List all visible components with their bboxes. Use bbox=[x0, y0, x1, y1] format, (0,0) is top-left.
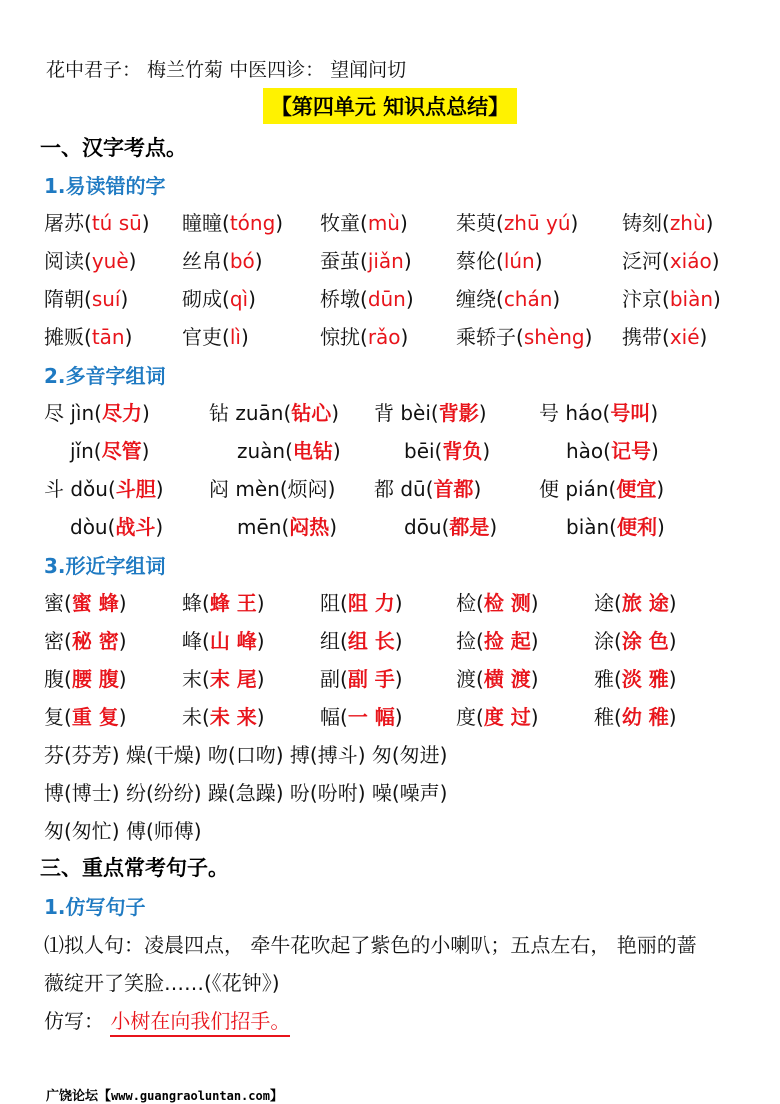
similar-word: 末 尾 bbox=[209, 667, 257, 691]
polyphone-item: 斗 dǒu(斗胆) bbox=[44, 477, 164, 501]
polyphone-item: zuàn(电钻) bbox=[237, 439, 341, 463]
polyphone-word: 闷热 bbox=[289, 515, 330, 539]
similar-char: 腹 bbox=[44, 667, 64, 691]
similar-word: 阻 力 bbox=[347, 591, 395, 615]
polyphone-prefix: 都 dū( bbox=[374, 477, 434, 501]
polyphone-row bbox=[44, 397, 764, 433]
similar-row bbox=[44, 587, 764, 623]
similar-word: 副 手 bbox=[347, 667, 395, 691]
misread-char: 砌成 bbox=[182, 287, 222, 311]
sentence-line-1: ⑴拟人句：凌晨四点， 牵牛花吹起了紫色的小喇叭；五点左右， 艳丽的蔷 bbox=[44, 933, 697, 957]
similar-word: 秘 密 bbox=[71, 629, 119, 653]
polyphone-prefix: 钻 zuān( bbox=[209, 401, 292, 425]
similar-char: 蜜 bbox=[44, 591, 64, 615]
section-1-heading: 一、汉字考点。 bbox=[40, 136, 187, 160]
misread-pinyin: zhù bbox=[669, 211, 706, 235]
plain-line: 芬(芬芳) 燥(干燥) 吻(口吻) 搏(搏斗) 匆(匆进) bbox=[44, 743, 448, 767]
similar-char: 雅 bbox=[594, 667, 614, 691]
similar-item: 途(旅 途) bbox=[594, 591, 677, 615]
misread-pinyin: tān bbox=[91, 325, 125, 349]
similar-word: 涂 色 bbox=[621, 629, 669, 653]
similar-item: 检(检 测) bbox=[456, 591, 539, 615]
similar-char: 涂 bbox=[594, 629, 614, 653]
polyphone-prefix: dōu( bbox=[404, 515, 450, 539]
misread-char: 茱萸 bbox=[456, 211, 496, 235]
similar-item: 腹(腰 腹) bbox=[44, 667, 127, 691]
similar-item: 副(副 手) bbox=[320, 667, 403, 691]
misread-char: 屠苏 bbox=[44, 211, 84, 235]
misread-item: 阅读(yuè) bbox=[44, 249, 137, 273]
polyphone-word: 战斗 bbox=[115, 515, 156, 539]
misread-char: 阅读 bbox=[44, 249, 84, 273]
top-line: 花中君子： 梅兰竹菊 中医四诊： 望闻问切 bbox=[46, 59, 407, 81]
similar-word: 未 来 bbox=[209, 705, 257, 729]
similar-item: 稚(幼 稚) bbox=[594, 705, 677, 729]
similar-char: 稚 bbox=[594, 705, 614, 729]
similar-item: 蜂(蜂 王) bbox=[182, 591, 265, 615]
plain-line: 博(博士) 纷(纷纷) 躁(急躁) 吩(吩咐) 噪(噪声) bbox=[44, 781, 448, 805]
misread-pinyin: dūn bbox=[367, 287, 406, 311]
similar-char: 度 bbox=[456, 705, 476, 729]
similar-char: 蜂 bbox=[182, 591, 202, 615]
plain-line: 匆(匆忙) 傅(师傅) bbox=[44, 819, 202, 843]
polyphone-item: 背 bèi(背影) bbox=[374, 401, 487, 425]
similar-char: 复 bbox=[44, 705, 64, 729]
polyphone-word: 钻心 bbox=[291, 401, 332, 425]
footer-url[interactable]: www.guangraoluntan.com bbox=[111, 1089, 270, 1103]
misread-item: 惊扰(rǎo) bbox=[320, 325, 409, 349]
polyphone-word: 号叫 bbox=[610, 401, 651, 425]
misread-item: 屠苏(tú sū) bbox=[44, 211, 150, 235]
polyphone-item: dōu(都是) bbox=[404, 515, 498, 539]
misread-row bbox=[44, 207, 764, 243]
polyphone-item: bēi(背负) bbox=[404, 439, 491, 463]
misread-pinyin: shèng bbox=[523, 325, 585, 349]
similar-item: 度(度 过) bbox=[456, 705, 539, 729]
similar-row bbox=[44, 663, 764, 699]
polyphone-prefix: zuàn( bbox=[237, 439, 293, 463]
polyphone-word: 背影 bbox=[438, 401, 479, 425]
polyphone-item: 尽 jìn(尽力) bbox=[44, 401, 150, 425]
misread-pinyin: xiáo bbox=[669, 249, 712, 273]
misread-item: 摊贩(tān) bbox=[44, 325, 133, 349]
polyphone-word: 便宜 bbox=[616, 477, 657, 501]
similar-item: 幅(一 幅) bbox=[320, 705, 403, 729]
similar-word: 捡 起 bbox=[483, 629, 531, 653]
section-3-heading: 三、重点常考句子。 bbox=[40, 856, 229, 880]
similar-char: 检 bbox=[456, 591, 476, 615]
misread-pinyin: yuè bbox=[91, 249, 129, 273]
polyphone-word: 尽力 bbox=[101, 401, 142, 425]
answer-line bbox=[44, 1005, 290, 1034]
answer-label: 仿写： bbox=[44, 1009, 104, 1033]
polyphone-prefix: hào( bbox=[566, 439, 611, 463]
misread-pinyin: mù bbox=[367, 211, 400, 235]
polyphone-item: 闷 mèn(烦闷) bbox=[209, 477, 336, 501]
polyphone-row bbox=[44, 511, 764, 547]
polyphone-prefix: 背 bèi( bbox=[374, 401, 439, 425]
similar-item: 峰(山 峰) bbox=[182, 629, 265, 653]
polyphone-word: 尽管 bbox=[101, 439, 142, 463]
polyphone-prefix: biàn( bbox=[566, 515, 617, 539]
misread-pinyin: tú sū bbox=[91, 211, 142, 235]
similar-item: 未(未 来) bbox=[182, 705, 265, 729]
polyphone-item: 便 pián(便宜) bbox=[539, 477, 665, 501]
polyphone-prefix: 便 pián( bbox=[539, 477, 617, 501]
polyphone-word: 都是 bbox=[449, 515, 490, 539]
similar-char: 渡 bbox=[456, 667, 476, 691]
misread-char: 携带 bbox=[622, 325, 662, 349]
misread-pinyin: xié bbox=[669, 325, 700, 349]
similar-item: 密(秘 密) bbox=[44, 629, 127, 653]
misread-char: 铸刻 bbox=[622, 211, 662, 235]
similar-char: 阻 bbox=[320, 591, 340, 615]
similar-word: 横 渡 bbox=[483, 667, 531, 691]
similar-item: 阻(阻 力) bbox=[320, 591, 403, 615]
polyphone-word: 记号 bbox=[610, 439, 651, 463]
similar-word: 蜜 蜂 bbox=[71, 591, 119, 615]
similar-word: 度 过 bbox=[483, 705, 531, 729]
similar-char: 末 bbox=[182, 667, 202, 691]
sub-heading-misread-chars: 1.易读错的字 bbox=[44, 174, 166, 198]
similar-item: 涂(涂 色) bbox=[594, 629, 677, 653]
misread-item: 丝帛(bó) bbox=[182, 249, 263, 273]
similar-item: 捡(捡 起) bbox=[456, 629, 539, 653]
footer-site-name: 广饶论坛【 bbox=[46, 1089, 112, 1104]
answer-text: 小树在向我们招手。 bbox=[110, 1009, 290, 1037]
misread-pinyin: tóng bbox=[229, 211, 276, 235]
misread-char: 桥墩 bbox=[320, 287, 360, 311]
misread-char: 泛河 bbox=[622, 249, 662, 273]
footer bbox=[46, 1085, 283, 1104]
misread-pinyin: qì bbox=[229, 287, 249, 311]
misread-item: 蔡伦(lún) bbox=[456, 249, 543, 273]
polyphone-prefix: mēn( bbox=[237, 515, 290, 539]
misread-char: 瞳瞳 bbox=[182, 211, 222, 235]
misread-row bbox=[44, 321, 764, 357]
polyphone-prefix: 尽 jìn( bbox=[44, 401, 102, 425]
polyphone-word: 斗胆 bbox=[115, 477, 156, 501]
misread-pinyin: jiǎn bbox=[367, 249, 404, 273]
misread-pinyin: lì bbox=[229, 325, 241, 349]
similar-char: 副 bbox=[320, 667, 340, 691]
similar-char: 幅 bbox=[320, 705, 340, 729]
misread-char: 官吏 bbox=[182, 325, 222, 349]
misread-item: 砌成(qì) bbox=[182, 287, 256, 311]
misread-item: 泛河(xiáo) bbox=[622, 249, 720, 273]
polyphone-prefix: jǐn( bbox=[70, 439, 102, 463]
misread-pinyin: lún bbox=[503, 249, 535, 273]
polyphone-row bbox=[44, 435, 764, 471]
polyphone-item: biàn(便利) bbox=[566, 515, 665, 539]
polyphone-row bbox=[44, 473, 764, 509]
polyphone-prefix: 号 háo( bbox=[539, 401, 611, 425]
similar-item: 末(末 尾) bbox=[182, 667, 265, 691]
misread-pinyin: zhū yú bbox=[503, 211, 571, 235]
misread-char: 汴京 bbox=[622, 287, 662, 311]
polyphone-item: 号 háo(号叫) bbox=[539, 401, 659, 425]
misread-item: 隋朝(suí) bbox=[44, 287, 129, 311]
similar-item: 渡(横 渡) bbox=[456, 667, 539, 691]
polyphone-item: dòu(战斗) bbox=[70, 515, 164, 539]
similar-word: 山 峰 bbox=[209, 629, 257, 653]
polyphone-item: jǐn(尽管) bbox=[70, 439, 150, 463]
misread-row bbox=[44, 245, 764, 281]
polyphone-word: 便利 bbox=[617, 515, 657, 539]
polyphone-item: mēn(闷热) bbox=[237, 515, 338, 539]
similar-item: 复(重 复) bbox=[44, 705, 127, 729]
misread-item: 瞳瞳(tóng) bbox=[182, 211, 284, 235]
polyphone-word: 烦闷 bbox=[287, 477, 328, 501]
similar-word: 检 测 bbox=[483, 591, 531, 615]
similar-word: 重 复 bbox=[71, 705, 119, 729]
similar-word: 组 长 bbox=[347, 629, 395, 653]
misread-item: 缠绕(chán) bbox=[456, 287, 561, 311]
misread-item: 乘轿子(shèng) bbox=[456, 325, 593, 349]
misread-item: 蚕茧(jiǎn) bbox=[320, 249, 412, 273]
similar-item: 雅(淡 雅) bbox=[594, 667, 677, 691]
misread-pinyin: chán bbox=[503, 287, 553, 311]
misread-row bbox=[44, 283, 764, 319]
polyphone-item: 钻 zuān(钻心) bbox=[209, 401, 340, 425]
polyphone-word: 背负 bbox=[442, 439, 483, 463]
misread-char: 蔡伦 bbox=[456, 249, 496, 273]
similar-char: 途 bbox=[594, 591, 614, 615]
polyphone-prefix: dòu( bbox=[70, 515, 116, 539]
similar-row bbox=[44, 625, 764, 661]
misread-item: 官吏(lì) bbox=[182, 325, 249, 349]
misread-char: 摊贩 bbox=[44, 325, 84, 349]
similar-char: 组 bbox=[320, 629, 340, 653]
sentence-line-2: 薇绽开了笑脸……(《花钟》) bbox=[44, 971, 280, 995]
similar-item: 蜜(蜜 蜂) bbox=[44, 591, 127, 615]
footer-close: 】 bbox=[269, 1089, 283, 1104]
misread-char: 乘轿子 bbox=[456, 325, 516, 349]
similar-item: 组(组 长) bbox=[320, 629, 403, 653]
sub-heading-similar-chars: 3.形近字组词 bbox=[44, 554, 166, 578]
misread-char: 丝帛 bbox=[182, 249, 222, 273]
misread-pinyin: bó bbox=[229, 249, 255, 273]
polyphone-word: 首都 bbox=[433, 477, 474, 501]
misread-item: 桥墩(dūn) bbox=[320, 287, 414, 311]
similar-char: 未 bbox=[182, 705, 202, 729]
similar-char: 捡 bbox=[456, 629, 476, 653]
similar-row bbox=[44, 701, 764, 737]
polyphone-word: 电钻 bbox=[292, 439, 333, 463]
polyphone-prefix: 闷 mèn( bbox=[209, 477, 288, 501]
title-wrap bbox=[0, 88, 780, 124]
polyphone-item: 都 dū(首都) bbox=[374, 477, 482, 501]
similar-word: 蜂 王 bbox=[209, 591, 257, 615]
polyphone-prefix: bēi( bbox=[404, 439, 443, 463]
similar-char: 峰 bbox=[182, 629, 202, 653]
misread-item: 茱萸(zhū yú) bbox=[456, 211, 579, 235]
polyphone-prefix: 斗 dǒu( bbox=[44, 477, 116, 501]
similar-word: 淡 雅 bbox=[621, 667, 669, 691]
misread-item: 携带(xié) bbox=[622, 325, 708, 349]
misread-pinyin: biàn bbox=[669, 287, 713, 311]
misread-item: 铸刻(zhù) bbox=[622, 211, 714, 235]
sub-heading-imitate: 1.仿写句子 bbox=[44, 895, 146, 919]
similar-word: 幼 稚 bbox=[621, 705, 669, 729]
misread-pinyin: suí bbox=[91, 287, 121, 311]
misread-item: 牧童(mù) bbox=[320, 211, 408, 235]
sub-heading-polyphones: 2.多音字组词 bbox=[44, 364, 166, 388]
misread-char: 蚕茧 bbox=[320, 249, 360, 273]
similar-word: 腰 腹 bbox=[71, 667, 119, 691]
similar-word: 一 幅 bbox=[347, 705, 395, 729]
page-title: 【第四单元 知识点总结】 bbox=[263, 88, 517, 124]
misread-char: 隋朝 bbox=[44, 287, 84, 311]
similar-word: 旅 途 bbox=[621, 591, 669, 615]
misread-pinyin: rǎo bbox=[367, 325, 401, 349]
misread-item: 汴京(biàn) bbox=[622, 287, 721, 311]
misread-char: 牧童 bbox=[320, 211, 360, 235]
misread-char: 惊扰 bbox=[320, 325, 360, 349]
misread-char: 缠绕 bbox=[456, 287, 496, 311]
polyphone-item: hào(记号) bbox=[566, 439, 659, 463]
similar-char: 密 bbox=[44, 629, 64, 653]
